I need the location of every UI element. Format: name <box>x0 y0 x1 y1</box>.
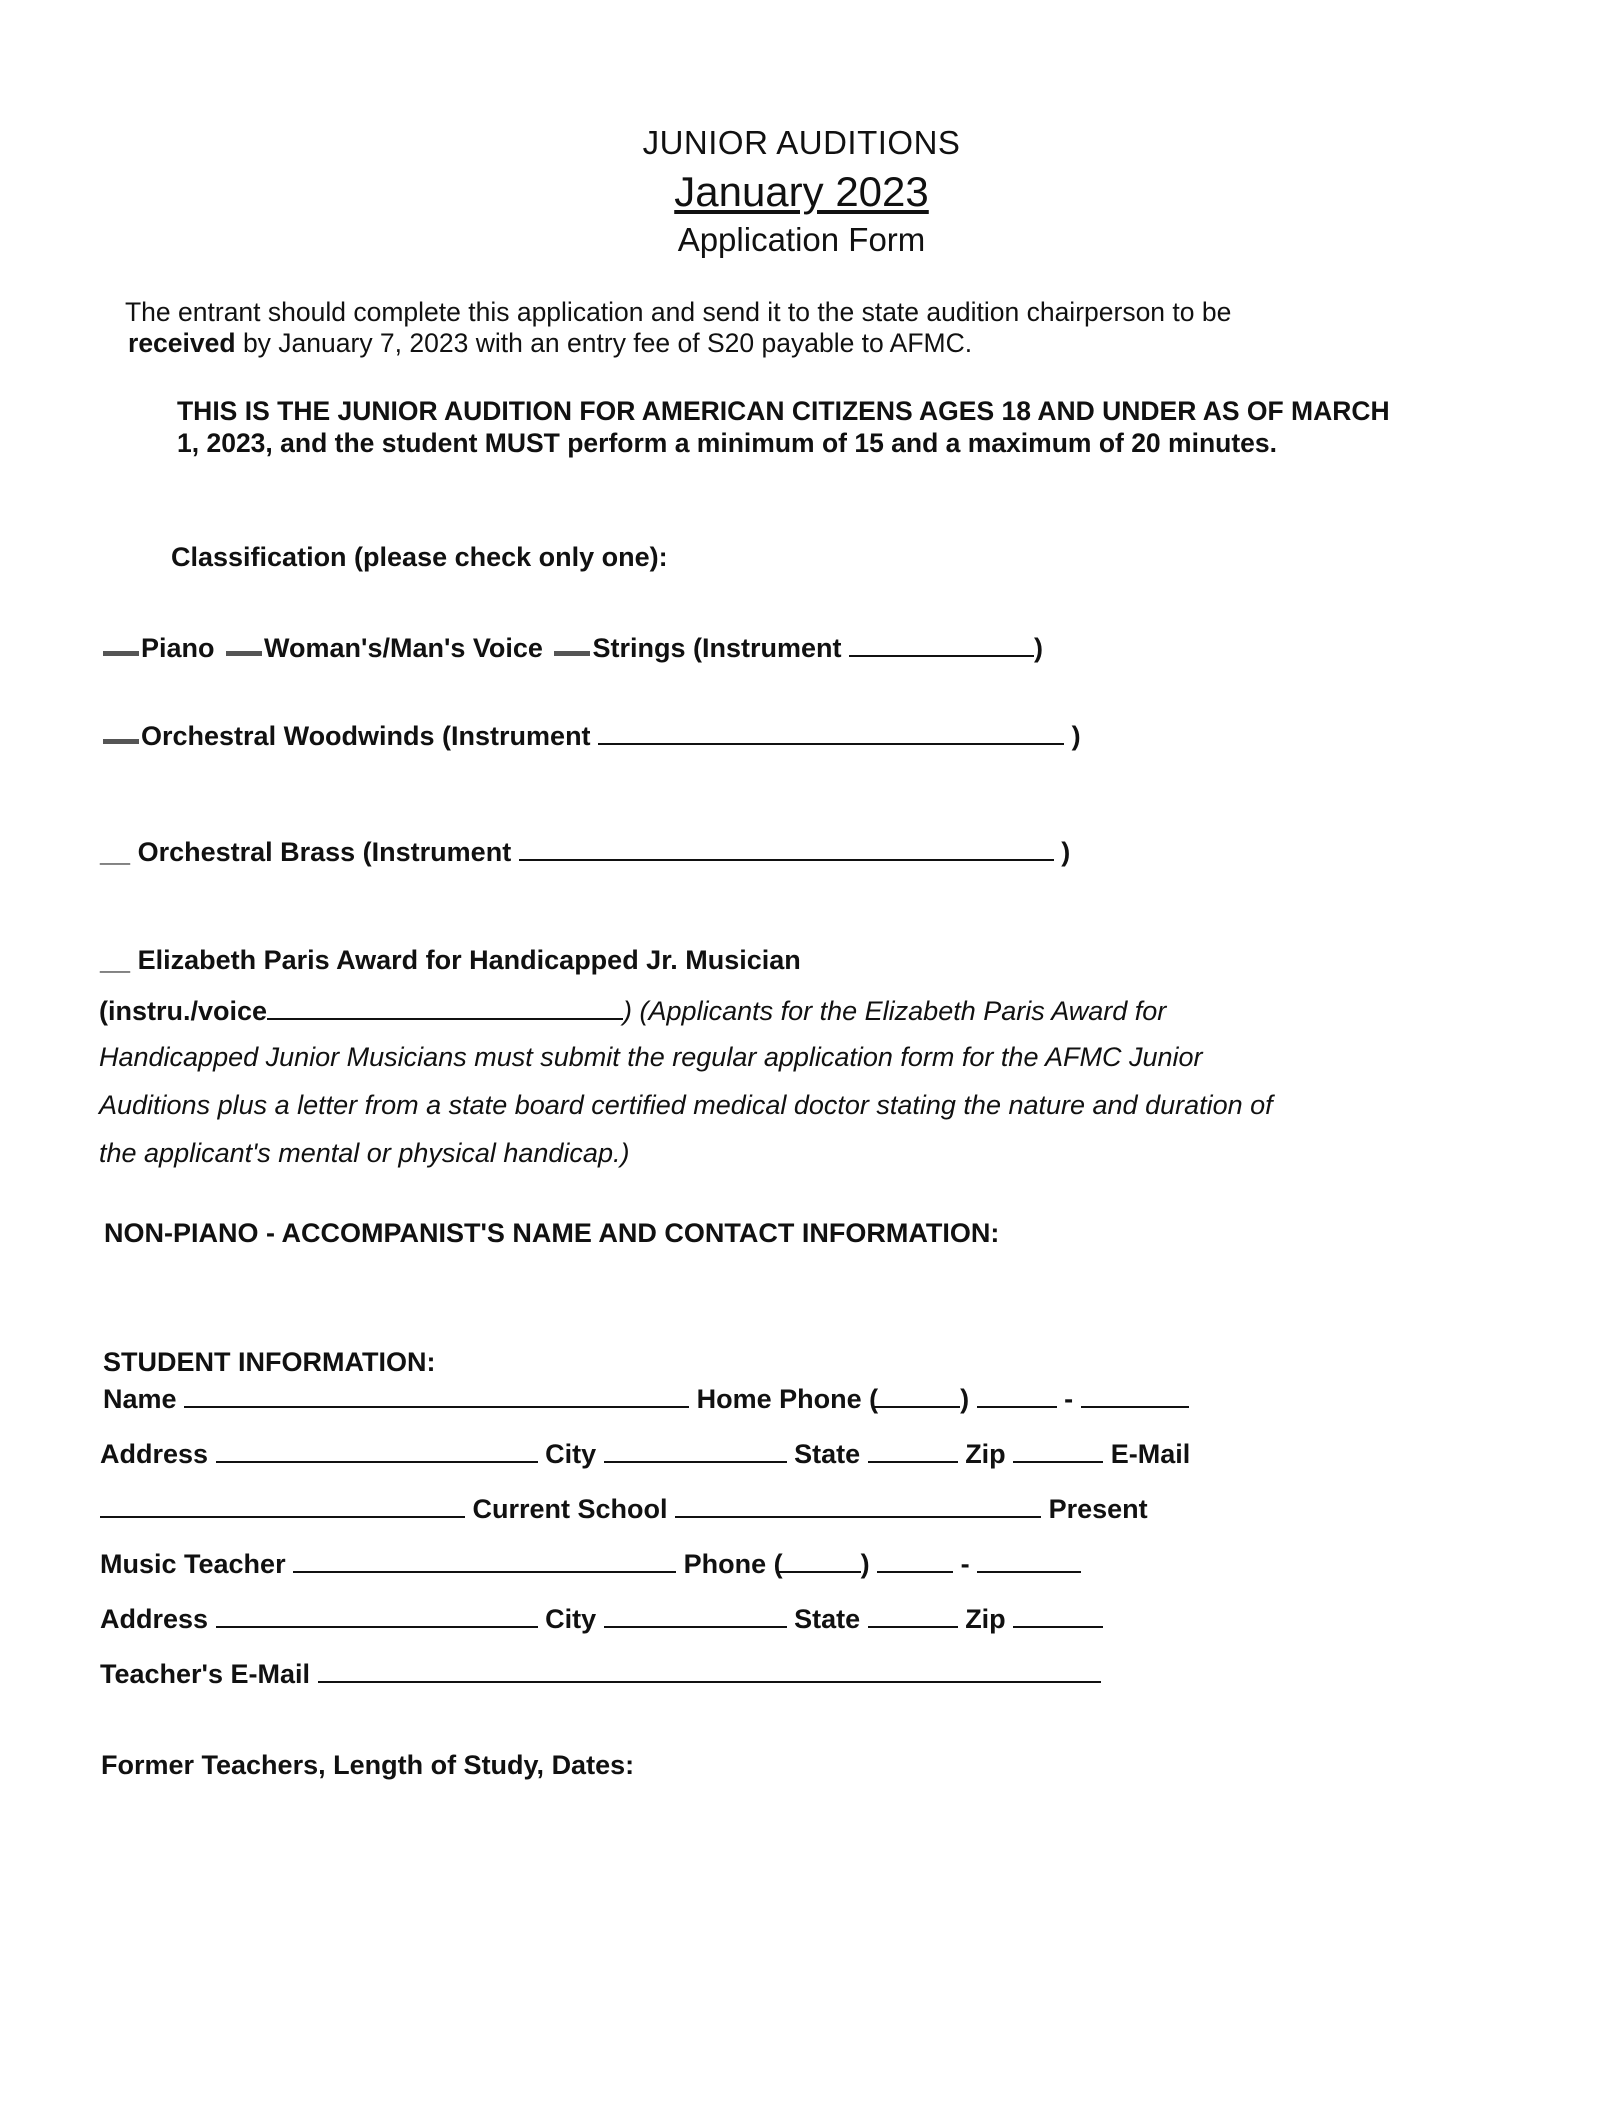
brass-close-paren: ) <box>1061 837 1071 867</box>
teacher-phone-label: Phone ( <box>683 1549 783 1579</box>
teacher-state-field[interactable] <box>868 1602 958 1628</box>
teacher-address-row <box>100 1602 1103 1635</box>
home-phone-area-field[interactable] <box>872 1382 960 1408</box>
city-field[interactable] <box>604 1437 787 1463</box>
intro-line-1: The entrant should complete this application and send it to the state audition chairperson to be <box>125 297 1232 327</box>
teacher-email-field[interactable] <box>318 1657 1101 1683</box>
eligibility-notice: THIS IS THE JUNIOR AUDITION FOR AMERICAN CITIZENS AGES 18 AND UNDER AS OF MARCH 1, 2023, and the student MUST perform a minimum of 15 and a maximum of 20 minutes. <box>177 396 1390 458</box>
voice-check-blank[interactable] <box>226 651 262 656</box>
current-school-field[interactable] <box>675 1492 1041 1518</box>
classification-heading: Classification (please check only one): <box>171 542 668 572</box>
state-field[interactable] <box>868 1437 958 1463</box>
form-title: JUNIOR AUDITIONS <box>642 124 961 161</box>
paris-instrument-field[interactable] <box>267 994 623 1020</box>
strings-instrument-field[interactable] <box>849 631 1034 657</box>
teacher-phone-line-field[interactable] <box>977 1547 1081 1573</box>
music-teacher-label: Music Teacher <box>100 1549 286 1579</box>
intro-line-2 <box>128 328 972 359</box>
strings-check-blank[interactable] <box>554 651 590 656</box>
strings-close-paren: ) <box>1034 633 1043 663</box>
student-address-row <box>100 1437 1190 1470</box>
intro-deadline: by January 7, 2023 with an entry fee of S20 payable to AFMC. <box>242 328 973 358</box>
voice-label: Woman's/Man's Voice <box>264 633 543 663</box>
paris-instrument-label: (instru./voice <box>99 996 268 1026</box>
woodwinds-check-blank[interactable] <box>103 739 139 744</box>
paris-note-line-1: ) (Applicants for the Elizabeth Paris Award for <box>623 996 1167 1026</box>
brass-instrument-field[interactable] <box>519 835 1054 861</box>
state-label: State <box>794 1439 861 1469</box>
brass-label: Orchestral Brass (Instrument <box>137 837 512 867</box>
intro-received: received <box>128 328 236 358</box>
teacher-phone-prefix-field[interactable] <box>877 1547 953 1573</box>
former-teachers-heading: Former Teachers, Length of Study, Dates: <box>101 1750 635 1780</box>
email-label: E-Mail <box>1110 1439 1191 1469</box>
teacher-zip-field[interactable] <box>1013 1602 1103 1628</box>
classification-row-1 <box>103 631 1043 664</box>
music-teacher-row <box>100 1547 1081 1580</box>
paris-note-line-4: the applicant's mental or physical handicap.) <box>99 1138 630 1168</box>
city-label: City <box>545 1439 597 1469</box>
piano-check-blank[interactable] <box>103 651 139 656</box>
home-phone-hyphen: - <box>1064 1384 1074 1414</box>
zip-field[interactable] <box>1013 1437 1103 1463</box>
teacher-address-label: Address <box>100 1604 209 1634</box>
strings-label: Strings (Instrument <box>592 633 842 663</box>
form-subtitle: Application Form <box>677 221 926 258</box>
teacher-email-label: Teacher's E-Mail <box>100 1659 311 1689</box>
teacher-city-label: City <box>545 1604 597 1634</box>
woodwinds-close-paren: ) <box>1071 721 1081 751</box>
brass-check-blank[interactable]: __ <box>100 837 131 867</box>
music-teacher-field[interactable] <box>293 1547 676 1573</box>
paris-note-line-3: Auditions plus a letter from a state board certified medical doctor stating the nature and duration of <box>99 1090 1273 1120</box>
present-label: Present <box>1048 1494 1148 1524</box>
teacher-city-field[interactable] <box>604 1602 787 1628</box>
current-school-label: Current School <box>472 1494 668 1524</box>
email-field[interactable] <box>100 1492 465 1518</box>
teacher-phone-area-field[interactable] <box>777 1547 861 1573</box>
paris-note-line-2: Handicapped Junior Musicians must submit the regular application form for the AFMC Junior <box>99 1042 1203 1072</box>
home-phone-prefix-field[interactable] <box>977 1382 1057 1408</box>
address-field[interactable] <box>216 1437 538 1463</box>
zip-label: Zip <box>965 1439 1006 1469</box>
woodwinds-label: Orchestral Woodwinds (Instrument <box>141 721 591 751</box>
student-name-row <box>103 1382 1189 1415</box>
teacher-phone-paren: ) <box>860 1549 870 1579</box>
name-field[interactable] <box>184 1382 689 1408</box>
woodwinds-instrument-field[interactable] <box>598 719 1064 745</box>
piano-label: Piano <box>141 633 215 663</box>
student-info-heading: STUDENT INFORMATION: <box>103 1347 436 1377</box>
paris-label: Elizabeth Paris Award for Handicapped Jr. Musician <box>137 945 801 975</box>
classification-row-woodwinds <box>103 719 1081 752</box>
accompanist-heading: NON-PIANO - ACCOMPANIST'S NAME AND CONTACT INFORMATION: <box>104 1218 1000 1248</box>
address-label: Address <box>100 1439 209 1469</box>
student-school-row <box>100 1492 1148 1525</box>
paris-instrument-row <box>99 994 1166 1027</box>
paris-check-blank[interactable]: __ <box>100 945 131 975</box>
home-phone-line-field[interactable] <box>1081 1382 1189 1408</box>
classification-row-paris <box>100 945 801 976</box>
teacher-state-label: State <box>794 1604 861 1634</box>
teacher-phone-hyphen: - <box>960 1549 970 1579</box>
teacher-address-field[interactable] <box>216 1602 538 1628</box>
classification-row-brass <box>100 835 1070 868</box>
home-phone-paren: ) <box>960 1384 970 1414</box>
teacher-zip-label: Zip <box>965 1604 1006 1634</box>
form-date: January 2023 <box>674 168 929 215</box>
name-label: Name <box>103 1384 177 1414</box>
teacher-email-row <box>100 1657 1101 1690</box>
home-phone-label: Home Phone ( <box>696 1384 879 1414</box>
